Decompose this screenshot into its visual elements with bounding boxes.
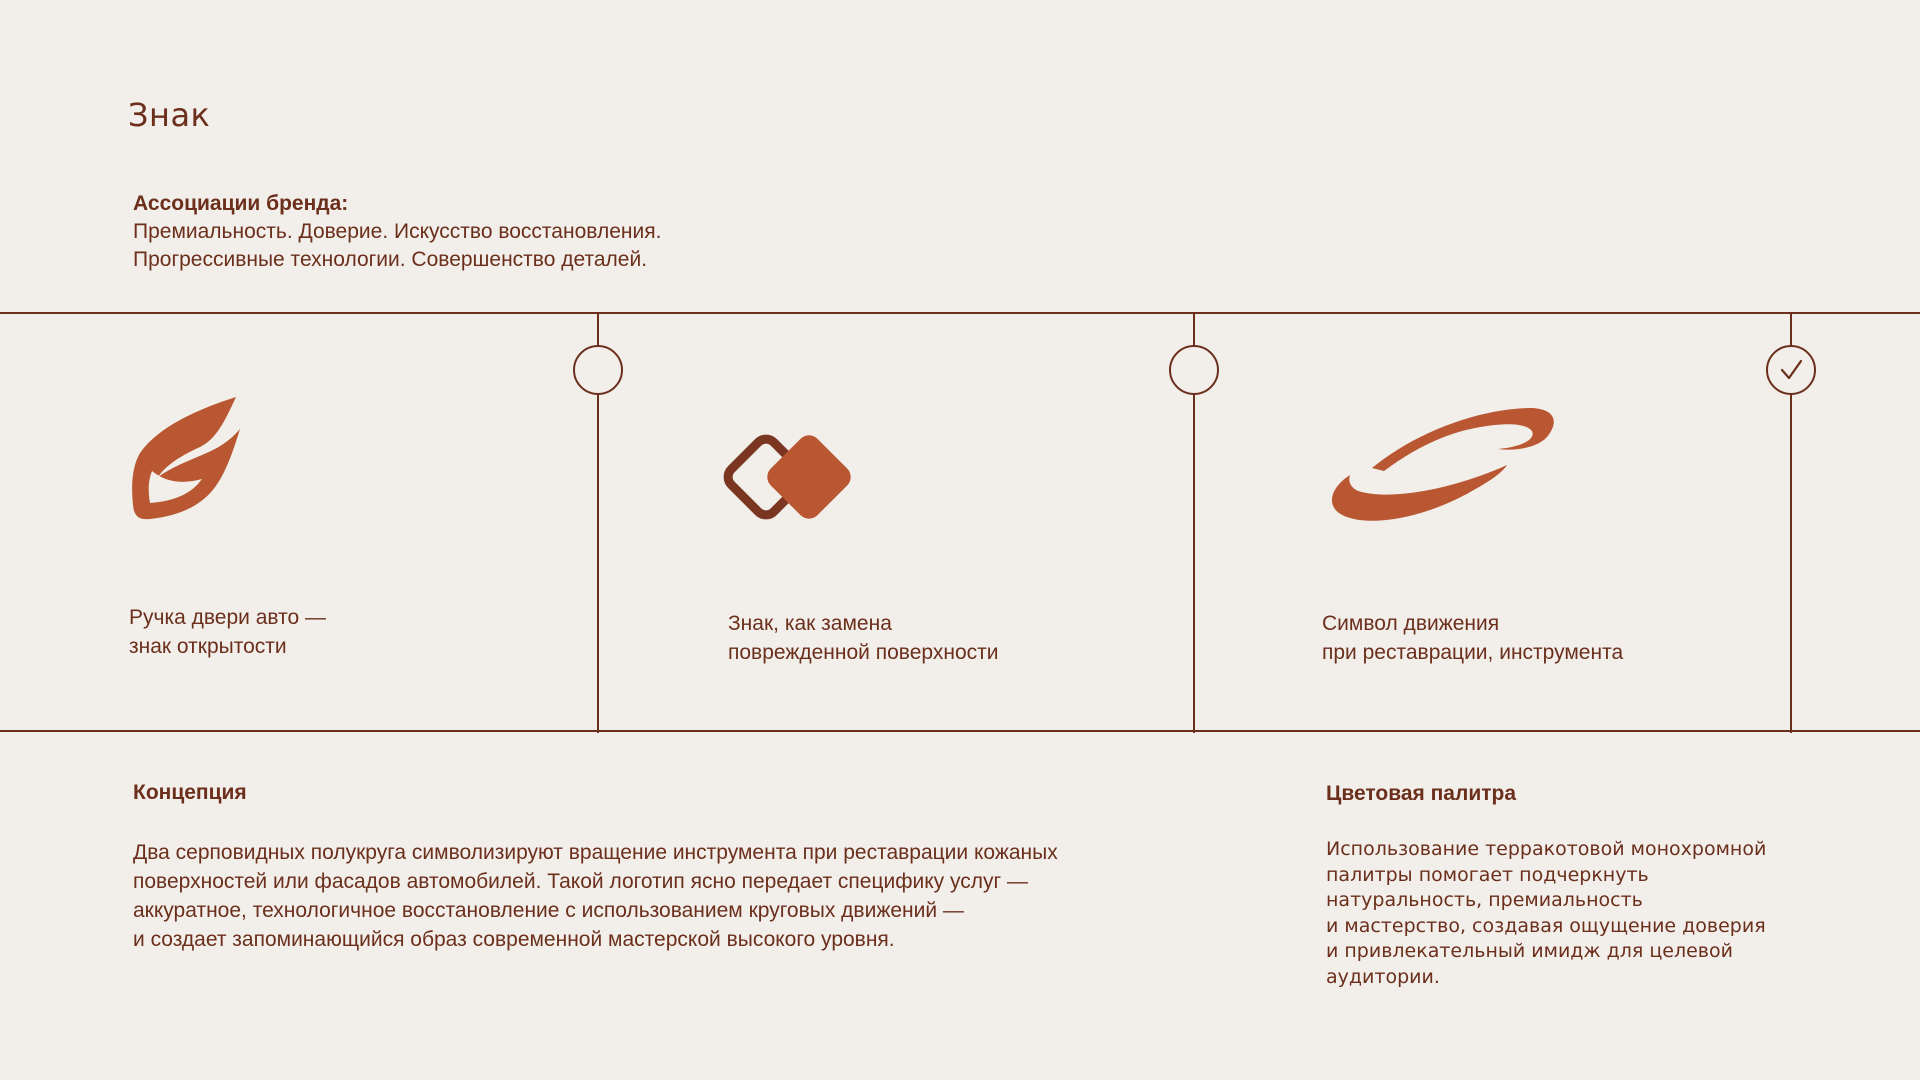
palette-heading: Цветовая палитра — [1326, 782, 1517, 805]
associations-line: Прогрессивные технологии. Совершенство деталей. — [133, 248, 648, 271]
checkmark-icon — [1768, 347, 1814, 393]
concept-description: Два серповидных полукруга символизируют вращение инструмента при реставрации кожаных поверхностей или фасадов автомобилей. Такой логотип ясно передает специфику услуг — аккуратное, технологичное восстановление с использованием круговых движений — и создает запоминающийся образ современной мастерской высокого уровня. — [133, 841, 1058, 951]
concept-1-radio[interactable] — [573, 345, 623, 395]
concept-2-radio[interactable] — [1169, 345, 1219, 395]
concept-2-caption: Знак, как замена поврежденной поверхности — [728, 612, 999, 664]
concept-1-caption: Ручка двери авто — знак открытости — [129, 606, 326, 658]
door-handle-leaf-icon — [128, 395, 243, 520]
concept-3-radio-selected[interactable] — [1766, 345, 1816, 395]
concept-3-caption: Символ движения при реставрации, инструмента — [1322, 612, 1624, 664]
orbit-swoosh-icon — [1322, 403, 1557, 525]
palette-description: Использование терракотовой монохромной палитры помогает подчеркнуть натуральность, премиальность и мастерство, создавая ощущение доверия и привлекательный имидж для целевой аудитории. — [1326, 838, 1767, 988]
associations-heading: Ассоциации бренда: — [133, 192, 349, 215]
associations-line: Премиальность. Доверие. Искусство восстановления. — [133, 220, 662, 243]
concept-heading: Концепция — [133, 781, 247, 804]
brand-associations — [133, 190, 661, 274]
divider-top — [0, 312, 1920, 314]
overlapping-squares-icon — [720, 430, 865, 525]
page-title: Знак — [128, 96, 211, 134]
divider-bottom — [0, 730, 1920, 732]
